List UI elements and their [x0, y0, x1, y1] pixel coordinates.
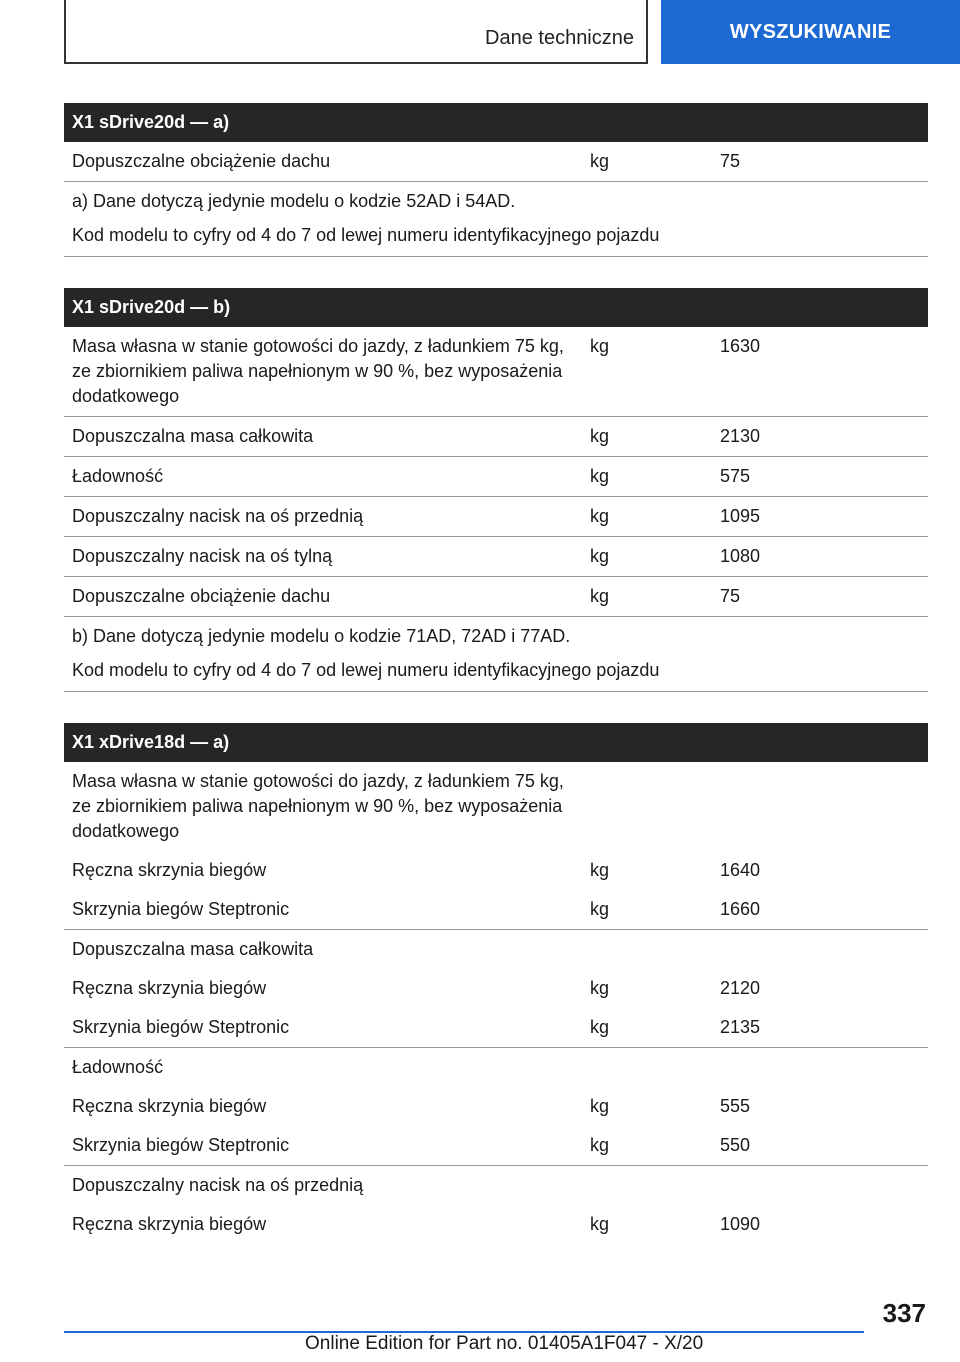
row-unit: kg	[590, 1135, 610, 1155]
row-unit: kg	[590, 506, 610, 526]
table-row	[64, 1126, 928, 1166]
table-title: X1 sDrive20d — a)	[64, 103, 928, 142]
row-unit: kg	[590, 860, 610, 880]
row-label: Skrzynia biegów Steptronic	[72, 1135, 290, 1155]
page-number: 337	[882, 1298, 926, 1328]
row-value	[712, 762, 928, 851]
table-row	[64, 417, 928, 457]
row-unit: kg	[590, 1214, 610, 1234]
table-row	[64, 497, 928, 537]
row-unit: kg	[590, 426, 610, 446]
row-label: Skrzynia biegów Steptronic	[72, 899, 290, 919]
table-row	[64, 1205, 928, 1244]
row-label: Dopuszczalny nacisk na oś tylną	[72, 546, 333, 566]
table-row	[64, 762, 928, 851]
table-row	[64, 327, 928, 417]
row-label: Masa własna w stanie gotowości do jazdy, z ładunkiem 75 kg, ze zbiornikiem paliwa napełnionym w 90 %, bez wyposażenia dodatkowego	[72, 336, 564, 406]
row-label: Ładowność	[72, 466, 164, 486]
row-unit: kg	[590, 1017, 610, 1037]
table-row	[64, 142, 928, 182]
row-label: Skrzynia biegów Steptronic	[72, 1017, 290, 1037]
table-title: X1 sDrive20d — b)	[64, 288, 928, 327]
table-row	[64, 930, 928, 969]
row-label: Ładowność	[72, 1057, 164, 1077]
footnote-line: a) Dane dotyczą jedynie modelu o kodzie 52AD i 54AD.	[72, 191, 516, 211]
row-unit: kg	[590, 1096, 610, 1116]
row-label: Ręczna skrzynia biegów	[72, 1096, 267, 1116]
footnote-line: Kod modelu to cyfry od 4 do 7 od lewej numeru identyfikacyjnego pojazdu	[72, 225, 660, 245]
table-footnote	[64, 617, 928, 692]
spec-table	[64, 103, 928, 257]
row-label: Dopuszczalny nacisk na oś przednią	[72, 1175, 364, 1195]
row-value	[712, 1166, 928, 1205]
footnote-line: Kod modelu to cyfry od 4 do 7 od lewej numeru identyfikacyjnego pojazdu	[72, 660, 660, 680]
table-row	[64, 1087, 928, 1126]
table-row	[64, 1166, 928, 1205]
row-value: 2135	[720, 1017, 761, 1037]
row-value: 1090	[720, 1214, 761, 1234]
row-label: Dopuszczalne obciążenie dachu	[72, 586, 331, 606]
row-label: Ręczna skrzynia biegów	[72, 1214, 267, 1234]
footer-edition: Online Edition for Part no. 01405A1F047 - X/20	[305, 1333, 704, 1354]
row-unit: kg	[590, 336, 610, 356]
row-value: 75	[720, 151, 741, 171]
row-value: 555	[720, 1096, 751, 1116]
table-footnote	[64, 182, 928, 257]
header-section-box	[64, 0, 648, 64]
row-label: Dopuszczalny nacisk na oś przednią	[72, 506, 364, 526]
row-value: 1660	[720, 899, 761, 919]
table-row	[64, 969, 928, 1008]
row-unit: kg	[590, 466, 610, 486]
table-title: X1 xDrive18d — a)	[64, 723, 928, 762]
table-row	[64, 537, 928, 577]
footnote-line: b) Dane dotyczą jedynie modelu o kodzie 71AD, 72AD i 77AD.	[72, 626, 571, 646]
row-value: 550	[720, 1135, 751, 1155]
row-value: 2120	[720, 978, 761, 998]
search-button[interactable]: WYSZUKIWANIE	[661, 0, 960, 64]
spec-tables	[64, 103, 928, 1275]
row-unit: kg	[590, 899, 610, 919]
row-value: 1080	[720, 546, 761, 566]
spec-table	[64, 288, 928, 692]
row-value: 1630	[720, 336, 761, 356]
row-value: 2130	[720, 426, 761, 446]
row-label: Dopuszczalna masa całkowita	[72, 426, 314, 446]
table-row	[64, 890, 928, 930]
table-row	[64, 1008, 928, 1048]
row-value	[712, 930, 928, 969]
row-unit	[582, 930, 712, 969]
row-unit: kg	[590, 978, 610, 998]
table-row	[64, 457, 928, 497]
row-unit	[582, 762, 712, 851]
row-unit	[582, 1048, 712, 1087]
row-unit: kg	[590, 586, 610, 606]
table-row	[64, 851, 928, 890]
row-value	[712, 1048, 928, 1087]
row-unit	[582, 1166, 712, 1205]
row-unit: kg	[590, 546, 610, 566]
spec-table	[64, 723, 928, 1244]
row-value: 575	[720, 466, 751, 486]
row-value: 1640	[720, 860, 761, 880]
table-row	[64, 1048, 928, 1087]
row-value: 75	[720, 586, 741, 606]
row-label: Ręczna skrzynia biegów	[72, 978, 267, 998]
row-value: 1095	[720, 506, 761, 526]
section-title: Dane techniczne	[485, 27, 634, 49]
row-label: Masa własna w stanie gotowości do jazdy, z ładunkiem 75 kg, ze zbiornikiem paliwa napełnionym w 90 %, bez wyposażenia dodatkowego	[72, 771, 564, 841]
row-label: Dopuszczalna masa całkowita	[72, 939, 314, 959]
row-label: Dopuszczalne obciążenie dachu	[72, 151, 331, 171]
row-label: Ręczna skrzynia biegów	[72, 860, 267, 880]
row-unit: kg	[590, 151, 610, 171]
table-row	[64, 577, 928, 617]
